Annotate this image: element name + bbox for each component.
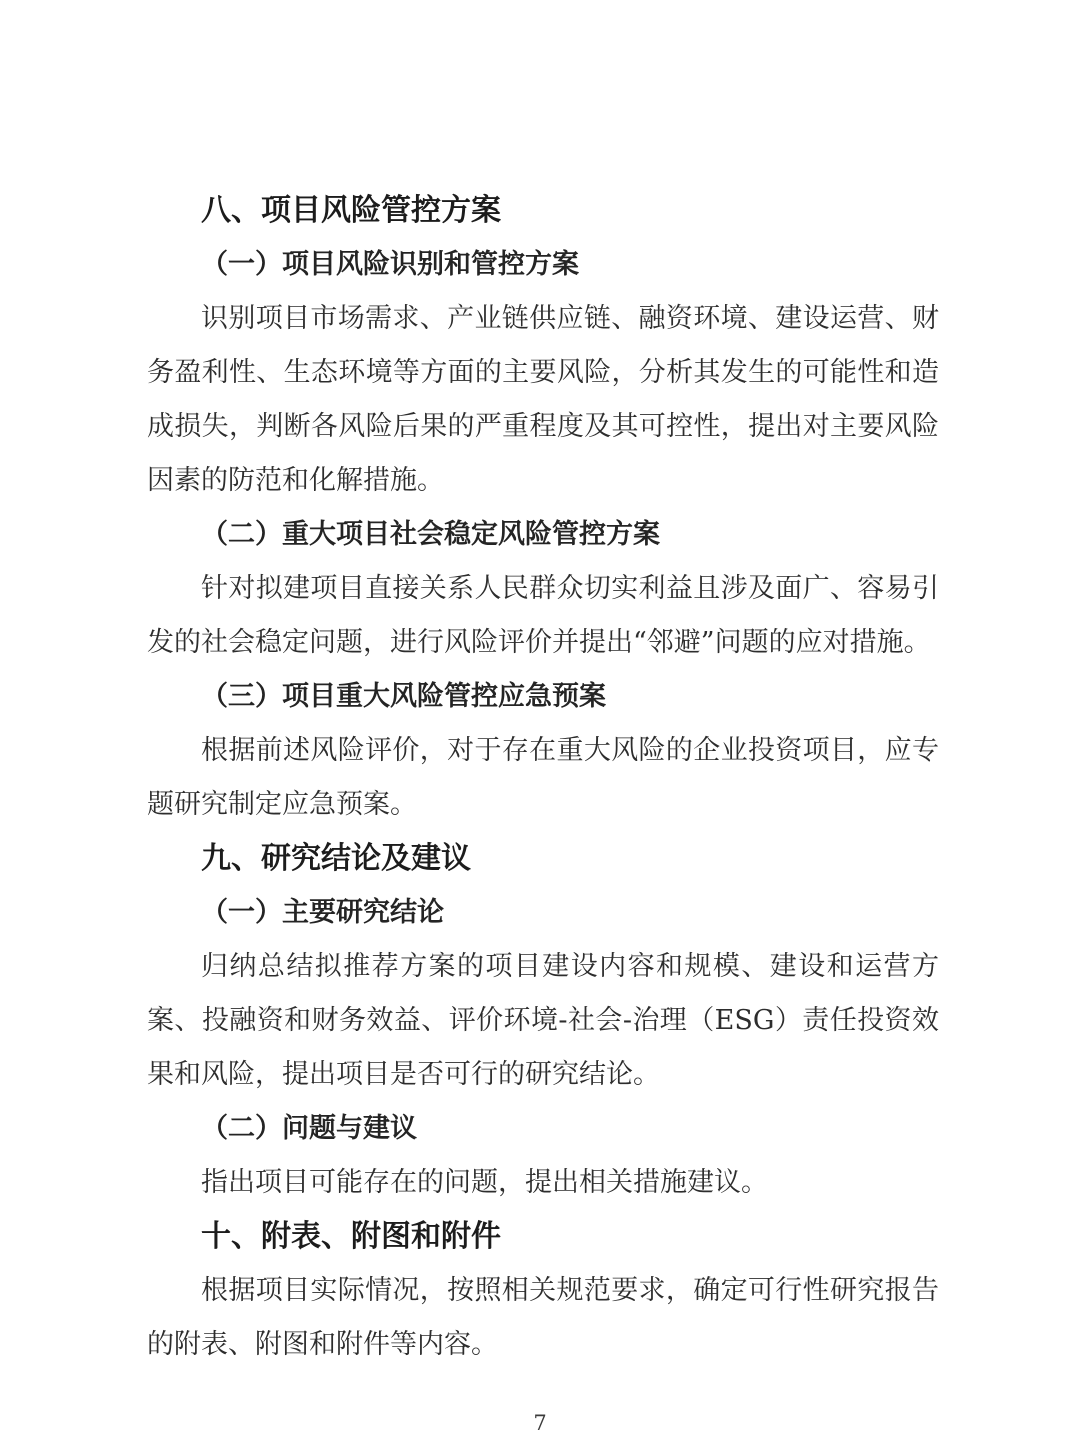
paragraph-8-3: 根据前述风险评价，对于存在重大风险的企业投资项目，应专题研究制定应急预案。 [147, 735, 939, 820]
paragraph-9-2: 指出项目可能存在的问题，提出相关措施建议。 [201, 1167, 768, 1198]
subsection-heading-8-3: （三）项目重大风险管控应急预案 [201, 681, 606, 712]
paragraph-9-1: 归纳总结拟推荐方案的项目建设内容和规模、建设和运营方案、投融资和财务效益、评价环境-社会-治理（ESG）责任投资效果和风险，提出项目是否可行的研究结论。 [147, 951, 939, 1090]
subsection-heading-8-2: （二）重大项目社会稳定风险管控方案 [201, 519, 660, 550]
document-content [147, 184, 939, 1372]
paragraph-10: 根据项目实际情况，按照相关规范要求，确定可行性研究报告的附表、附图和附件等内容。 [147, 1275, 939, 1360]
subsection-heading-9-2: （二）问题与建议 [201, 1113, 417, 1144]
page-number: 7 [533, 1411, 547, 1435]
paragraph-8-2: 针对拟建项目直接关系人民群众切实利益且涉及面广、容易引发的社会稳定问题，进行风险评价并提出“邻避”问题的应对措施。 [147, 573, 939, 658]
section-heading-10: 十、附表、附图和附件 [201, 1219, 501, 1254]
paragraph-8-1: 识别项目市场需求、产业链供应链、融资环境、建设运营、财务盈利性、生态环境等方面的主要风险，分析其发生的可能性和造成损失，判断各风险后果的严重程度及其可控性，提出对主要风险因素的防范和化解措施。 [147, 303, 939, 496]
subsection-heading-8-1: （一）项目风险识别和管控方案 [201, 249, 579, 280]
section-heading-9: 九、研究结论及建议 [201, 841, 471, 876]
section-heading-8: 八、项目风险管控方案 [201, 193, 501, 228]
subsection-heading-9-1: （一）主要研究结论 [201, 897, 444, 928]
